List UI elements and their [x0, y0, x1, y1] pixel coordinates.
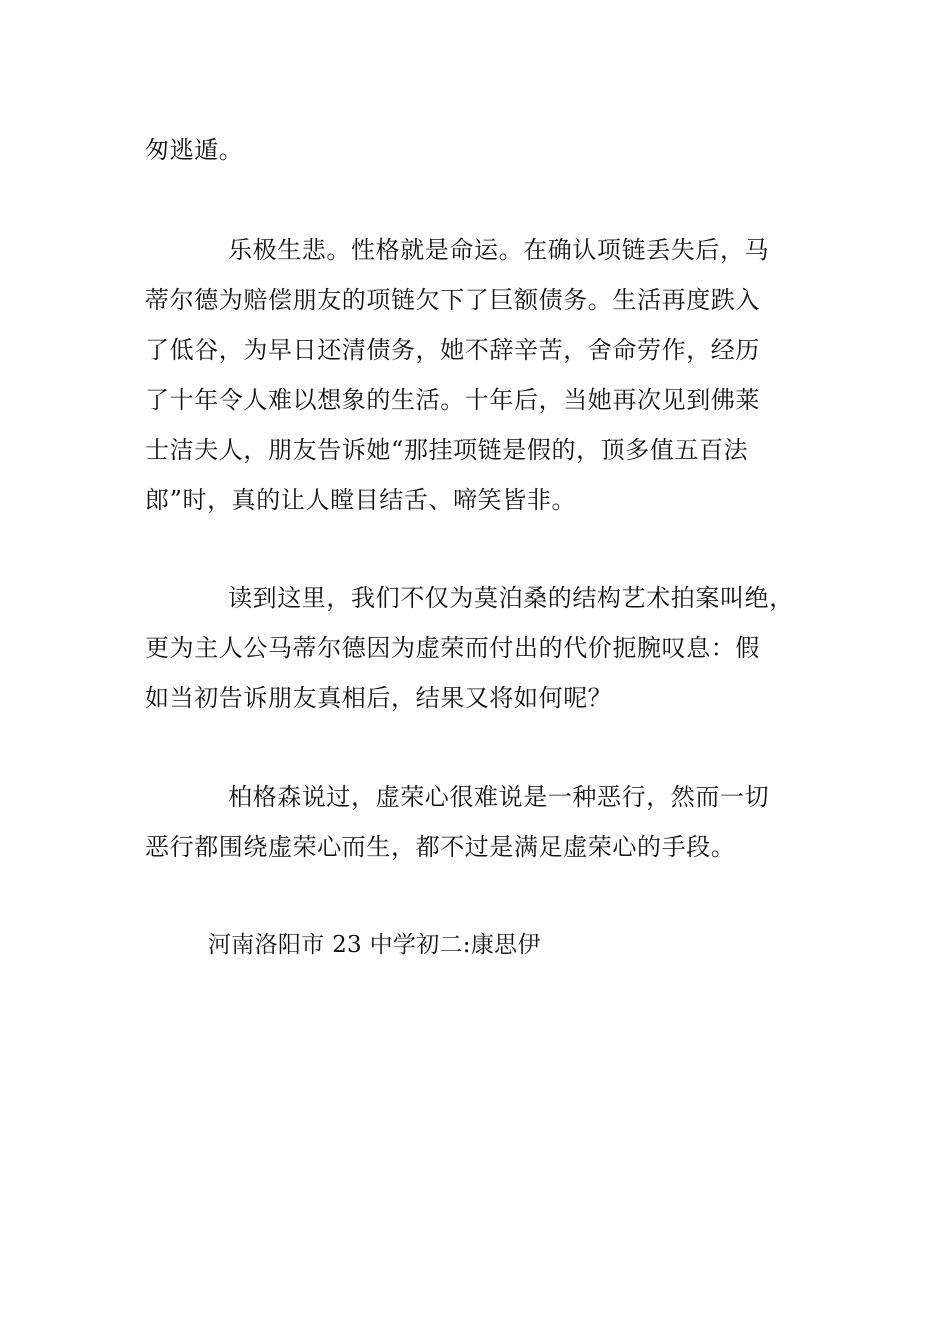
paragraph-line: 了低谷，为早日还清债务，她不辞辛苦，舍命劳作，经历: [145, 336, 760, 364]
paragraph-line: 匆逃遁。: [145, 136, 244, 164]
author-signature: 河南洛阳市 23 中学初二:康思伊: [208, 932, 541, 958]
paragraph-line: 蒂尔德为赔偿朋友的项链欠下了巨额债务。生活再度跌入: [145, 286, 760, 314]
paragraph-line: 恶行都围绕虚荣心而生，都不过是满足虚荣心的手段。: [145, 833, 736, 861]
paragraph-line: 郎”时，真的让人瞠目结舌、啼笑皆非。: [145, 486, 577, 514]
paragraph-line: 乐极生悲。性格就是命运。在确认项链丢失后，马: [228, 236, 770, 264]
paragraph-line: 柏格森说过，虚荣心很难说是一种恶行，然而一切: [228, 783, 770, 811]
paragraph-line: 了十年令人难以想象的生活。十年后，当她再次见到佛莱: [145, 386, 760, 414]
paragraph-line: 读到这里，我们不仅为莫泊桑的结构艺术拍案叫绝，: [228, 584, 794, 612]
paragraph-line: 如当初告诉朋友真相后，结果又将如何呢？: [145, 684, 613, 712]
paragraph-line: 更为主人公马蒂尔德因为虚荣而付出的代价扼腕叹息：假: [145, 634, 760, 662]
paragraph-line: 士洁夫人，朋友告诉她“那挂项链是假的，顶多值五百法: [145, 436, 749, 464]
